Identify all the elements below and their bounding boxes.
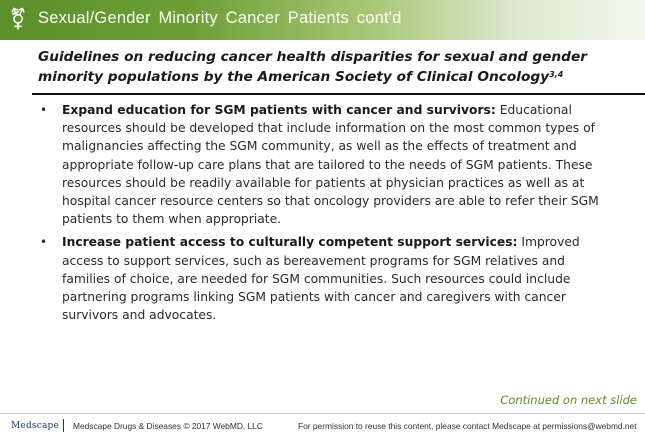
bullet-body-text: Improved access to support services, such as bereavement programs for SGM relatives and families of choice, are needed for SGM communities. Such resources could include partnering programs linking SGM patients with cancer and caregivers with cancer survivors and advocates. [62,235,580,323]
bullet-marker: • [40,235,48,250]
bullet-lead-text: Expand education for SGM patients with cancer and survivors: [62,103,496,117]
transgender-symbol-icon: ⚧ [9,7,27,31]
slide-title: Sexual/Gender Minority Cancer Patients cont'd [38,9,402,27]
footer-copyright: Medscape Drugs & Diseases © 2017 WebMD, LLC [73,421,263,431]
bullet-item-support-services [40,233,615,324]
bullet-body-text: Educational resources should be developed that include information on the most common types of malignancies affecting the SGM community, as well as the effects of treatment and appropriate follow-up care plans that are tailored to the needs of SGM patients. These resources should be readily available for patients at physician practices as well as at hospital cancer resource centers so that oncology providers are able to refer their SGM patients to them when appropriate. [62,103,599,227]
bullet-marker: • [40,103,48,117]
reference-superscript: 3,4 [549,70,564,79]
medscape-logo: Medscape [11,421,60,431]
bullet-item-education [40,101,615,228]
subheading-text: Guidelines on reducing cancer health disparities for sexual and gender minority populations by the American Society of Clinical Oncology [38,49,588,85]
bullet-lead-text: Increase patient access to culturally competent support services: [62,235,518,250]
footer-permission-notice: For permission to reuse this content, please contact Medscape at permissions@webmd.net [298,421,637,431]
slide-subheading [38,47,638,87]
bullet-list [40,101,615,324]
subheading-divider [32,93,645,95]
footer-divider [0,413,645,414]
continued-note: Continued on next slide [500,393,637,407]
slide-header [0,0,645,40]
footer-separator [63,419,64,432]
slide-footer [0,413,645,440]
